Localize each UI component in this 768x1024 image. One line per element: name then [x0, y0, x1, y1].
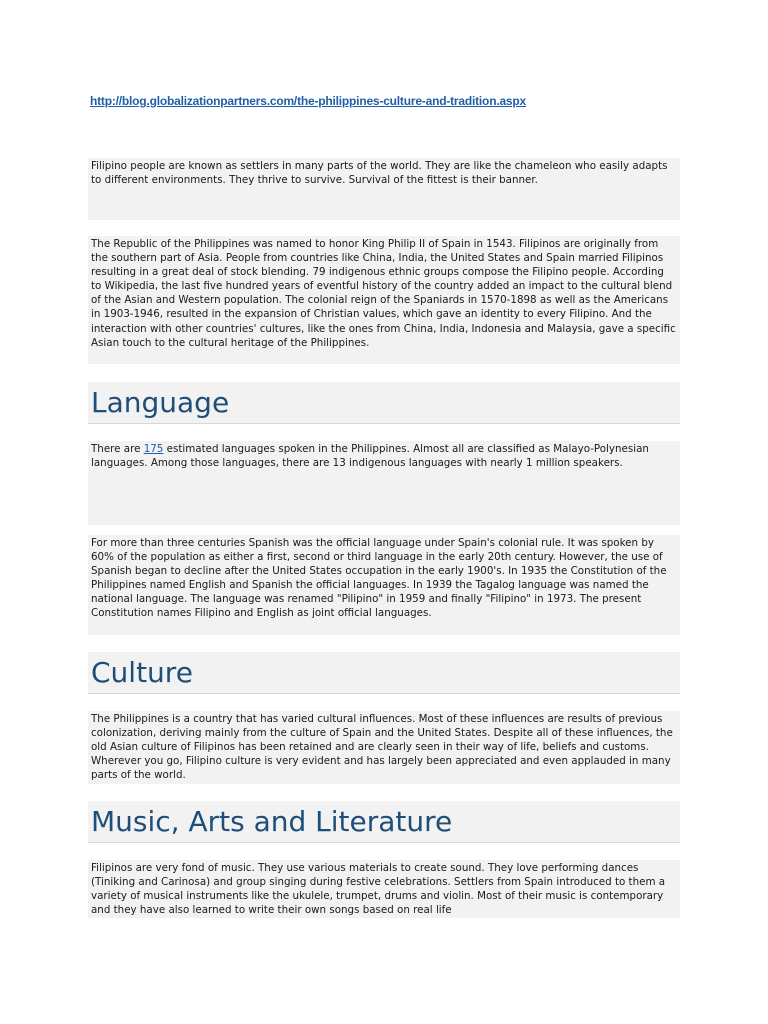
- intro-text-1: Filipino people are known as settlers in many parts of the world. They are like the chameleon who easily adapts to different environments. They thrive to survive. Survival of the fittest is their banner.: [91, 160, 668, 187]
- language-paragraph-2: [88, 535, 680, 635]
- source-link[interactable]: http://blog.globalizationpartners.com/the-philippines-culture-and-tradition.aspx: [90, 94, 527, 108]
- language-text-1-before: There are: [91, 443, 144, 455]
- culture-text-1: The Philippines is a country that has varied cultural influences. Most of these influences are results of previous colonization, deriving mainly from the culture of Spain and the United States. Despite all of these influences, the old Asian culture of Filipinos has been retained and are clearly seen in their way of life, beliefs and customs. Wherever you go, Filipino culture is very evident and has largely been appreciated and even applauded in many parts of the world.: [91, 713, 673, 782]
- intro-paragraph-2: [88, 236, 680, 364]
- culture-heading: Culture: [88, 652, 680, 694]
- language-text-2: For more than three centuries Spanish was the official language under Spain's colonial rule. It was spoken by 60% of the population as either a first, second or third language in the early 20th century. However, the use of Spanish began to decline after the United States occupation in the early 1900's. In 1935 the Constitution of the Philippines named English and Spanish the official languages. In 1939 the Tagalog language was named the national language. The language was renamed "Pilipino" in 1959 and finally "Filipino" in 1973. The present Constitution names Filipino and English as joint official languages.: [91, 537, 667, 620]
- language-text-1: [91, 442, 677, 470]
- languages-count-link[interactable]: 175: [143, 443, 164, 455]
- language-paragraph-1: [88, 441, 680, 525]
- music-heading: Music, Arts and Literature: [88, 801, 680, 843]
- intro-paragraph-1: [88, 158, 680, 220]
- language-heading: Language: [88, 382, 680, 424]
- language-text-1-after: estimated languages spoken in the Philippines. Almost all are classified as Malayo-Polynesian languages. Among those languages, there are 13 indigenous languages with nearly 1 million speakers.: [91, 443, 649, 470]
- music-paragraph-1: [88, 860, 680, 918]
- intro-text-2: The Republic of the Philippines was named to honor King Philip II of Spain in 1543. Filipinos are originally from the southern part of Asia. People from countries like China, India, the United States and Spain married Filipinos resulting in a great deal of stock blending. 79 indigenous ethnic groups compose the Filipino people. According to Wikipedia, the last five hundred years of eventful history of the country added an impact to the cultural blend of the Asian and Western population. The colonial reign of the Spaniards in 1570-1898 as well as the Americans in 1903-1946, resulted in the expansion of Christian values, which gave an identity to every Filipino. And the interaction with other countries' cultures, like the ones from China, India, Indonesia and Malaysia, gave a specific Asian touch to the cultural heritage of the Philippines.: [91, 238, 676, 349]
- culture-paragraph-1: [88, 711, 680, 784]
- music-text-1: Filipinos are very fond of music. They use various materials to create sound. They love performing dances (Tiniking and Carinosa) and group singing during festive celebrations. Settlers from Spain introduced to them a variety of musical instruments like the ukulele, trumpet, drums and violin. Most of their music is contemporary and they have also learned to write their own songs based on real life: [91, 862, 666, 917]
